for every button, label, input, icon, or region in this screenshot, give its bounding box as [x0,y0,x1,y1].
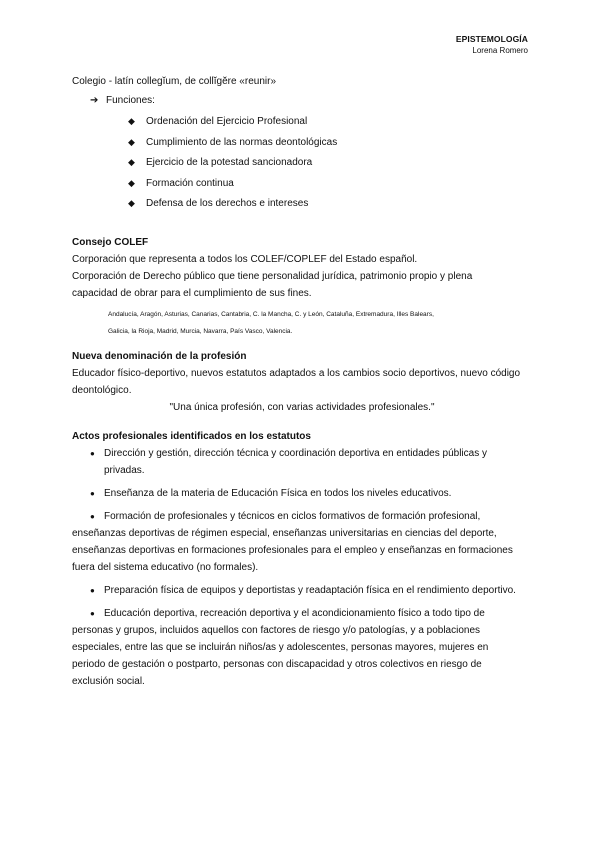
bullet-line [90,605,532,622]
section-heading: Actos profesionales identificados en los estatutos [72,430,311,442]
bullet-line [90,508,532,525]
list-item-text: Cumplimiento de las normas deontológicas [146,136,338,148]
list-item-text: Formación continua [146,177,234,189]
paragraph: enseñanzas deportivas de régimen especial, enseñanzas universitarias en ciencias del deporte, [72,527,497,539]
bullet-icon: ● [90,585,95,595]
header-title: EPISTEMOLOGÍA [455,34,528,44]
page-header [456,33,528,57]
bullet-text: Enseñanza de la materia de Educación Física en todos los niveles educativos. [104,487,452,499]
list-item [128,132,532,153]
bullet-icon: ● [90,608,95,618]
diamond-bullet-icon: ◆ [128,116,135,126]
header-author: Lorena Romero [472,46,528,55]
paragraph: capacidad de obrar para el cumplimiento de sus fines. [72,287,312,299]
paragraph: personas y grupos, incluidos aquellos con factores de riesgo y/o patologías, y a poblaciones [72,624,481,636]
paragraph: Educador físico-deportivo, nuevos estatutos adaptados a los cambios socio deportivos, nuevo código [72,367,521,379]
nueva-section [72,348,532,416]
list-item-text: Defensa de los derechos e intereses [146,198,309,209]
paragraph: Corporación de Derecho público que tiene personalidad jurídica, patrimonio propio y plena [72,270,473,282]
actos-section [72,428,532,690]
bullet-line [90,485,532,502]
list-item [128,173,532,194]
list-item [128,152,532,173]
bullet-text: Educación deportiva, recreación deportiva y el acondicionamiento físico a todo tipo de [104,607,485,619]
paragraph: fuera del sistema educativo (no formales). [72,561,259,573]
funciones-label: Funciones: [106,95,155,106]
diamond-bullet-icon: ◆ [128,198,135,208]
paragraph: deontológico. [72,384,132,396]
bullet-continuation: privadas. [104,464,145,476]
bullet-text: Preparación física de equipos y deportistas y readaptación física en el rendimiento deportivo. [104,584,516,596]
bullet-line [90,582,532,599]
paragraph: Corporación que representa a todos los COLEF/COPLEF del Estado español. [72,253,418,265]
document-body [72,73,532,690]
regions-line: Galicia, la Rioja, Madrid, Murcia, Navarra, País Vasco, Valencia. [108,327,293,335]
bullet-icon: ● [90,488,95,498]
list-item-text: Ejercicio de la potestad sancionadora [146,157,313,168]
arrow-icon: ➔ [90,95,99,106]
list-item-text: Ordenación del Ejercicio Profesional [146,116,308,127]
diamond-bullet-icon: ◆ [128,157,135,167]
paragraph: especiales, entre las que se incluirán niños/as y adolescentes, personas mayores, mujeres en [72,641,489,653]
bullet-line [90,445,532,462]
quote: "Una única profesión, con varias actividades profesionales." [169,401,435,413]
paragraph: exclusión social. [72,675,145,687]
section-heading: Consejo COLEF [72,236,149,248]
section-heading: Nueva denominación de la profesión [72,350,247,362]
bullet-icon: ● [90,511,95,521]
regions-line: Andalucía, Aragón, Asturias, Canarias, Cantabria, C. la Mancha, C. y León, Cataluña, Extremadura, Illes Balears, [108,310,434,318]
paragraph: enseñanzas deportivas en formaciones profesionales para el empleo y enseñanzas en formaciones [72,544,513,556]
diamond-bullet-icon: ◆ [128,177,135,188]
paragraph: periodo de gestación o postparto, personas con discapacidad y otros colectivos en riesgo de [72,658,482,670]
funciones-heading [90,92,532,109]
funciones-list [128,111,532,214]
bullet-text: Formación de profesionales y técnicos en ciclos formativos de formación profesional, [104,510,481,522]
list-item [128,111,532,132]
colegio-line: Colegio - latín collegĭum, de collĭgĕre «reunir» [72,76,276,87]
bullet-icon: ● [90,448,95,458]
list-item [128,193,532,214]
consejo-section [72,234,532,340]
bullet-text: Dirección y gestión, dirección técnica y coordinación deportiva en entidades públicas y [104,447,487,459]
diamond-bullet-icon: ◆ [128,136,135,147]
